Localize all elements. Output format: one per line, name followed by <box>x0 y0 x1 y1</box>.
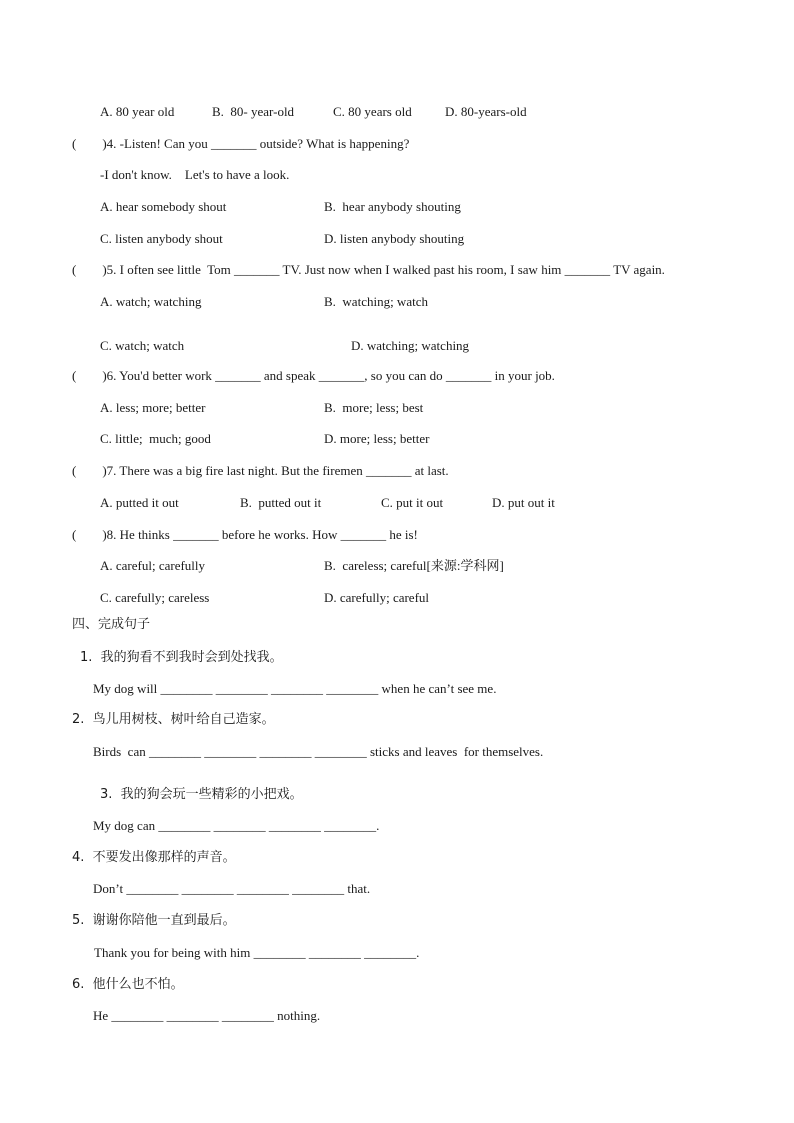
sentence-1-chinese: 1. 我的狗看不到我时会到处找我。 <box>80 650 283 665</box>
sentence-2-english: Birds can ________ ________ ________ ________ sticks and leaves for themselves. <box>93 744 544 759</box>
q5-option-c: C. watch; watch <box>100 338 185 353</box>
sentence-1-english: My dog will ________ ________ ________ ________ when he can’t see me. <box>93 681 497 696</box>
section-title: 四、完成句子 <box>72 617 151 632</box>
q5-option-a: A. watch; watching <box>100 294 202 309</box>
q8-option-c: C. carefully; careless <box>100 590 210 605</box>
q8-option-b: B. careless; careful[来源:学科网] <box>324 558 504 573</box>
q3-option-c: C. 80 years old <box>333 104 412 119</box>
q3-option-d: D. 80-years-old <box>445 104 527 119</box>
q8-stem: ( )8. He thinks _______ before he works. How _______ he is! <box>72 527 418 542</box>
q4-stem: ( )4. -Listen! Can you _______ outside? What is happening? <box>72 136 410 151</box>
sentence-6-english: He ________ ________ ________ nothing. <box>93 1008 321 1023</box>
q7-option-c: C. put it out <box>381 495 444 510</box>
sentence-4-chinese: 4. 不要发出像那样的声音。 <box>72 850 236 865</box>
sentence-6-chinese: 6. 他什么也不怕。 <box>72 977 184 992</box>
q4-reply: -I don't know. Let's to have a look. <box>100 167 290 182</box>
q7-option-d: D. put out it <box>492 495 555 510</box>
q8-option-d: D. carefully; careful <box>324 590 430 605</box>
q5-option-d: D. watching; watching <box>351 338 470 353</box>
q7-option-b: B. putted out it <box>240 495 322 510</box>
q4-option-c: C. listen anybody shout <box>100 231 223 246</box>
q6-option-c: C. little; much; good <box>100 431 211 446</box>
sentence-5-english: Thank you for being with him ________ ________ ________. <box>94 945 420 960</box>
q3-option-b: B. 80- year-old <box>212 104 295 119</box>
sentence-3-chinese: 3. 我的狗会玩一些精彩的小把戏。 <box>100 787 303 802</box>
q4-option-b: B. hear anybody shouting <box>324 199 461 214</box>
q4-option-a: A. hear somebody shout <box>100 199 227 214</box>
q6-stem: ( )6. You'd better work _______ and speak _______, so you can do _______ in your job. <box>72 368 555 383</box>
sentence-5-chinese: 5. 谢谢你陪他一直到最后。 <box>72 913 236 928</box>
q7-stem: ( )7. There was a big fire last night. But the firemen _______ at last. <box>72 463 449 478</box>
q4-option-d: D. listen anybody shouting <box>324 231 465 246</box>
q7-option-a: A. putted it out <box>100 495 179 510</box>
q3-option-a: A. 80 year old <box>100 104 175 119</box>
q6-option-a: A. less; more; better <box>100 400 206 415</box>
q5-option-b: B. watching; watch <box>324 294 428 309</box>
q5-stem: ( )5. I often see little Tom _______ TV. Just now when I walked past his room, I saw him _______ TV again. <box>72 262 665 277</box>
sentence-3-english: My dog can ________ ________ ________ ________. <box>93 818 380 833</box>
q6-option-b: B. more; less; best <box>324 400 424 415</box>
sentence-4-english: Don’t ________ ________ ________ ________ that. <box>93 881 371 896</box>
q6-option-d: D. more; less; better <box>324 431 430 446</box>
sentence-2-chinese: 2. 鸟儿用树枝、树叶给自己造家。 <box>72 712 275 727</box>
q8-option-a: A. careful; carefully <box>100 558 206 573</box>
